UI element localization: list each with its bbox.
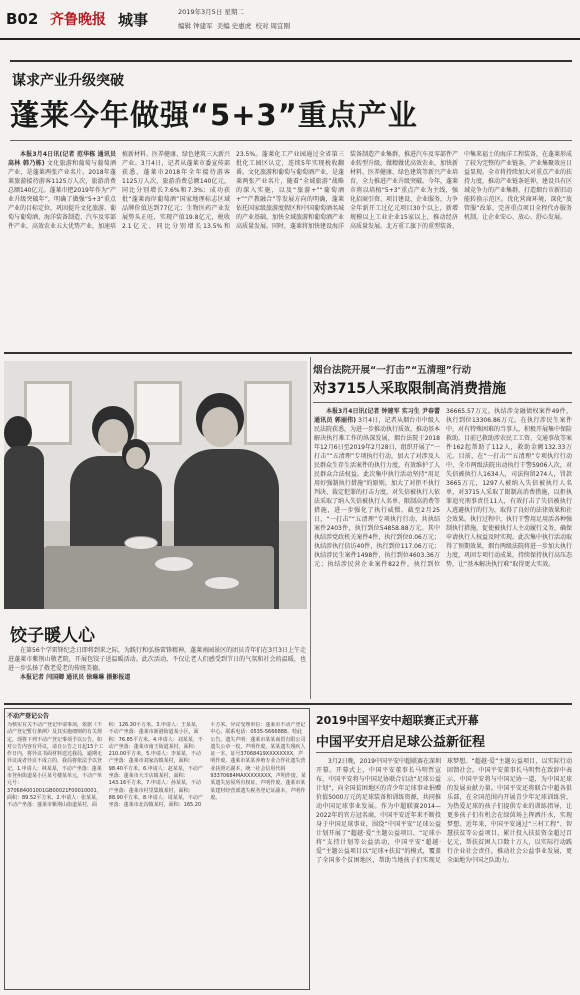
section-divider bbox=[4, 352, 572, 354]
enforce-rule bbox=[313, 402, 572, 403]
dumplings-body bbox=[8, 646, 306, 694]
csl-text: 3月2日晚，2019中国平安中超联赛在深圳开幕。开幕式上，中国平安董事长马明哲宣布，中国平安将与中国足协联合启动“足球公益计划”，向全国贫困地区的青少年足球事业捐赠价值5000万元的足球装备和训练资源，共同推动中国足球事业发展。作为中超联赛2014—2022年的官方冠名商，中国平安近年来不断投身于中国足球事业，围绕“中国平安”足球公益计划开展了“超越·爱”主题公益项目、“足球小将”支持计划等公益活动，中国平安“超越·爱”主题公益项目以“足球+扶贫”的模式，覆盖了全国多个贫困地区，帮助当地孩子们实现足球梦想。“超越·爱”主题公益项目，以实际行动回馈社会。中国平安董事长马明哲在致辞中表示，中国平安将与中国足协一道，为中国足球的发展贡献力量。中国平安还将联合中超各俱乐部，在全国范围内开展青少年足球训练营，为热爱足球的孩子们提供专业的训练指导，让更多孩子们有机会在绿茵场上挥洒汗水，实现梦想。近年来，中国平安通过“三村工程”、智慧扶贫等公益项目，累计投入扶贫资金超过百亿元，帮扶贫困人口数十万人，以实际行动践行企业社会责任，推动社会公益事业发展，更全面地为中国之队助力。 bbox=[316, 758, 572, 864]
editor-credit: 编辑 钟建军 bbox=[178, 22, 213, 30]
issue-date: 2019年3月5日 星期二 bbox=[178, 8, 244, 16]
dumplings-byline: 本报记者 闫国卿 通讯员 徐琳琳 摄影报道 bbox=[20, 674, 131, 681]
design-credit: 美编 史惠虎 bbox=[216, 22, 252, 30]
newspaper-logo: 齐鲁晚报 bbox=[50, 12, 106, 28]
enforce-kicker: 烟台法院开展“一打击”“五清理”行动 bbox=[313, 365, 471, 376]
csl-headline-1: 2019中国平安中超联赛正式开幕 bbox=[316, 714, 479, 727]
notices-body bbox=[7, 722, 307, 990]
notices-title: 不动产登记公告 bbox=[7, 713, 50, 720]
enforce-body bbox=[314, 407, 572, 699]
section-name: 城事 bbox=[118, 11, 149, 29]
enforce-text: 3月4日，记者从烟台市中级人民法院获悉，为进一步推动执行质效，推动基本解决执行难工作的纵深发展，烟台法院于2018年12月6日至2019年2月28日，组织开展了“一打击”“五清理”专项执行行动，加大了对涉及人民群众生存生活案件的执行力度，有效维护了人民群众合法权益。此次集中执行活动坚持“用足用好强制执行措施”的原则，加大了对拒不执行判决、裁定犯罪的打击力度，对失信被执行人依法采取了纳入失信被执行人名单、限制高消费等措施，进一步强化了执行威慑。截至2月25日，“一打击”“五清理”专项执行行动，共执结案件2403件，执行到位54858.88万元。其中执结涉党政机关案件4件，执行到位0.06万元；执结涉执行信访40件，执行到位117.06万元；执结涉民生案件1498件，执行到位4603.36万元；执结涉民营企业案件822件，执行到位36665.57万元。执结涉金融债权案件49件，执行到位13306.86万元，在执行涉民生案件中，对有特殊困难的当事人，积极开展集中保险救助，目前已救助涉农民工工资、交通事故等案件162起帮助了112人，救助金额132.33万元。目前，在“一打击”“五清理”专项执行行动中，全市两级法院出动执行干警5906人次，对失信被执行人1634人，司法拘留274人，罚款3665万元，1297人被纳入失信被执行人名单，对3715人采取了限制高消费措施，以拒执罪追究刑事责任11人，有效打击了失信被执行人逃避执行的行为，取得了良好的法律效果和社会效果。执行过程中，执行干警用足用活各种强制执行措施，促使被执行人主动履行义务，确保申请执行人权益及时实现。此次集中执行活动取得了预期效果，烟台两级法院将进一步加大执行力度，巩固专项行动成果，持续保持执行高压态势，让“基本解决执行难”取得更大实效。 bbox=[314, 408, 572, 568]
lower-divider bbox=[4, 703, 572, 705]
top-rule bbox=[10, 60, 572, 62]
page-number: B02 bbox=[6, 10, 39, 28]
staff-credits bbox=[178, 21, 290, 30]
enforce-byline: 本报3月4日讯(记者 钟建军 实习生 尹春蕾 通讯员 郭丽伟) bbox=[314, 408, 440, 424]
enforce-headline: 对3715人采取限制高消费措施 bbox=[313, 381, 506, 397]
dumpling-photo bbox=[4, 361, 307, 609]
csl-body bbox=[316, 757, 572, 990]
proof-credit: 校对 周宜刚 bbox=[255, 22, 291, 30]
dumplings-title: 饺子暖人心 bbox=[10, 626, 95, 646]
notices-text: 为核实有关不动产登记申请事项，依据《不动产登记暂行条例》及其实施细则的有关规定，现将下列不动产登记事项予以公告。如对公告内容有异议，请自公告之日起15个工作日内，将异议书面材料送达我局，逾期无异议或者异议不成立的，我局将依法予以登记。1.申请人：林某某，不动产坐落：蓬莱市登州街道某小区某号楼某单元，不动产单元号：370684001001GB00021F00010001，面积：89.52平方米。2.申请人：张某某，不动产坐落：蓬莱市紫荆山街道某村，面积：126.30平方米。3.申请人：王某某，不动产坐落：蓬莱市新港街道某小区，面积：76.85平方米。4.申请人：刘某某，不动产坐落：蓬莱市南王街道某村，面积：210.00平方米。5.申请人：李某某，不动产坐落：蓬莱市刘家沟镇某村，面积：98.40平方米。6.申请人：赵某某，不动产坐落：蓬莱市大辛店镇某村，面积：143.16平方米。7.申请人：孙某某，不动产坐落：蓬莱市村里集镇某村，面积：88.90平方米。8.申请人：周某某，不动产坐落：蓬莱市北沟镇某村，面积：165.20平方米。异议受理单位：蓬莱市不动产登记中心。联系电话：0535-5666888。特此公告。遗失声明：蓬莱市某某商贸有限公司遗失公章一枚，声明作废。某某遗失残疾人证一本，证号37068419XXXXXXXX，声明作废。蓬莱市某某养殖专业合作社遗失营业执照正副本，统一社会信用代码93370684MAXXXXXXXX，声明作废。某某遗失房屋所有权证，声明作废。蓬莱市某某建材经营部遗失税务登记证副本，声明作废。 bbox=[7, 722, 306, 809]
dumplings-text: 在第56个学雷锋纪念日即将到来之际，为践行和弘扬雷锋精神，蓬莱南园景区的团员青年们在3月3日上午走进蓬莱市紫荆山敬老院，开展包饺子送温暖活动。此次活动，不仅让老人们感受到节日的气氛和社会的温暖，也进一步弘扬了敬老爱老的传统美德。 bbox=[8, 647, 306, 672]
csl-rule bbox=[316, 752, 572, 753]
lead-kicker: 谋求产业升级突破 bbox=[12, 73, 124, 89]
csl-headline-2: 中国平安开启足球公益新征程 bbox=[316, 735, 486, 750]
page-header bbox=[0, 0, 580, 40]
column-rule bbox=[310, 357, 311, 699]
notices-box bbox=[4, 708, 310, 990]
lead-body bbox=[8, 150, 572, 346]
lead-byline: 本报3月4日讯(记者 范华栋 通讯员 高林 韩乃栋) bbox=[8, 151, 116, 167]
lead-headline: 蓬莱今年做强“5+3”重点产业 bbox=[10, 98, 418, 132]
lead-rule bbox=[10, 140, 572, 141]
lead-text: 文化旅游和葡萄与葡萄酒产业，是蓬莱两张产业名片。2018年蓬莱旅游接待游客1125万人次，旅游消费总额140亿元。蓬莱市把2019年作为“产业升级突破年”，明确了做强“5+3”重点产业的目标定位，巩固提升文化旅游、葡萄与葡萄酒、海洋装备制造、汽车及零部件产业，高效农业五大优势产业，加速培植新材料、医养健康、绿色建筑三大新兴产业。3月4日，记者从蓬莱市委宣传部获悉，蓬莱市2018年全年接待游客1125万人次，旅游消费总额140亿元，同比分别增长7.6%和7.3%；成功获批“蓬莱海岸葡萄酒”国家地理标志区域品牌价值达到77亿元；生物医药产业发展势头正旺，实现产值19.8亿元，税收2.1亿元，同比分别增长13.5%和23.5%。蓬莱化工产业园通过全省第三批化工园区认定，连续5年实现税收翻番。文化旅游和葡萄与葡萄酒产业，是蓬莱两张产业名片，随着“全域旅游”战略的深入实施，以及“旅游+”“葡萄酒+”“产教融合”等发展方向的明确，蓬莱依托国家级旅游度假区和中国葡萄酒名城的产业基础，加快全域旅游和葡萄酒产业高质量发展。同时，蓬莱将加快建设海洋装备制造产业集群，推进汽车及零部件产业转型升级，做精做优高效农业，加快新材料、医养健康、绿色建筑等新兴产业培育，全力推进产业升级突破。今年，蓬莱市将以培植“5+3”重点产业为主线，强化招商引资、项目建设、企业服务，力争全年新开工过亿元项目30个以上，新增规模以上工业企业15家以上，推动经济高质量发展。北方重工旗下的重型装备、中集来福士的海洋工程装备，在蓬莱形成了较为完整的产业链条，产业集聚效应日益显现。全市将持续加大对重点产业的扶持力度，推动产业链条延伸，建设具有区域竞争力的产业集群，打造烟台市新旧动能转换示范区。优化营商环境，深化“放管服”改革，完善重点项目全程代办服务机制，让企业安心、放心、舒心发展。 bbox=[8, 151, 572, 230]
